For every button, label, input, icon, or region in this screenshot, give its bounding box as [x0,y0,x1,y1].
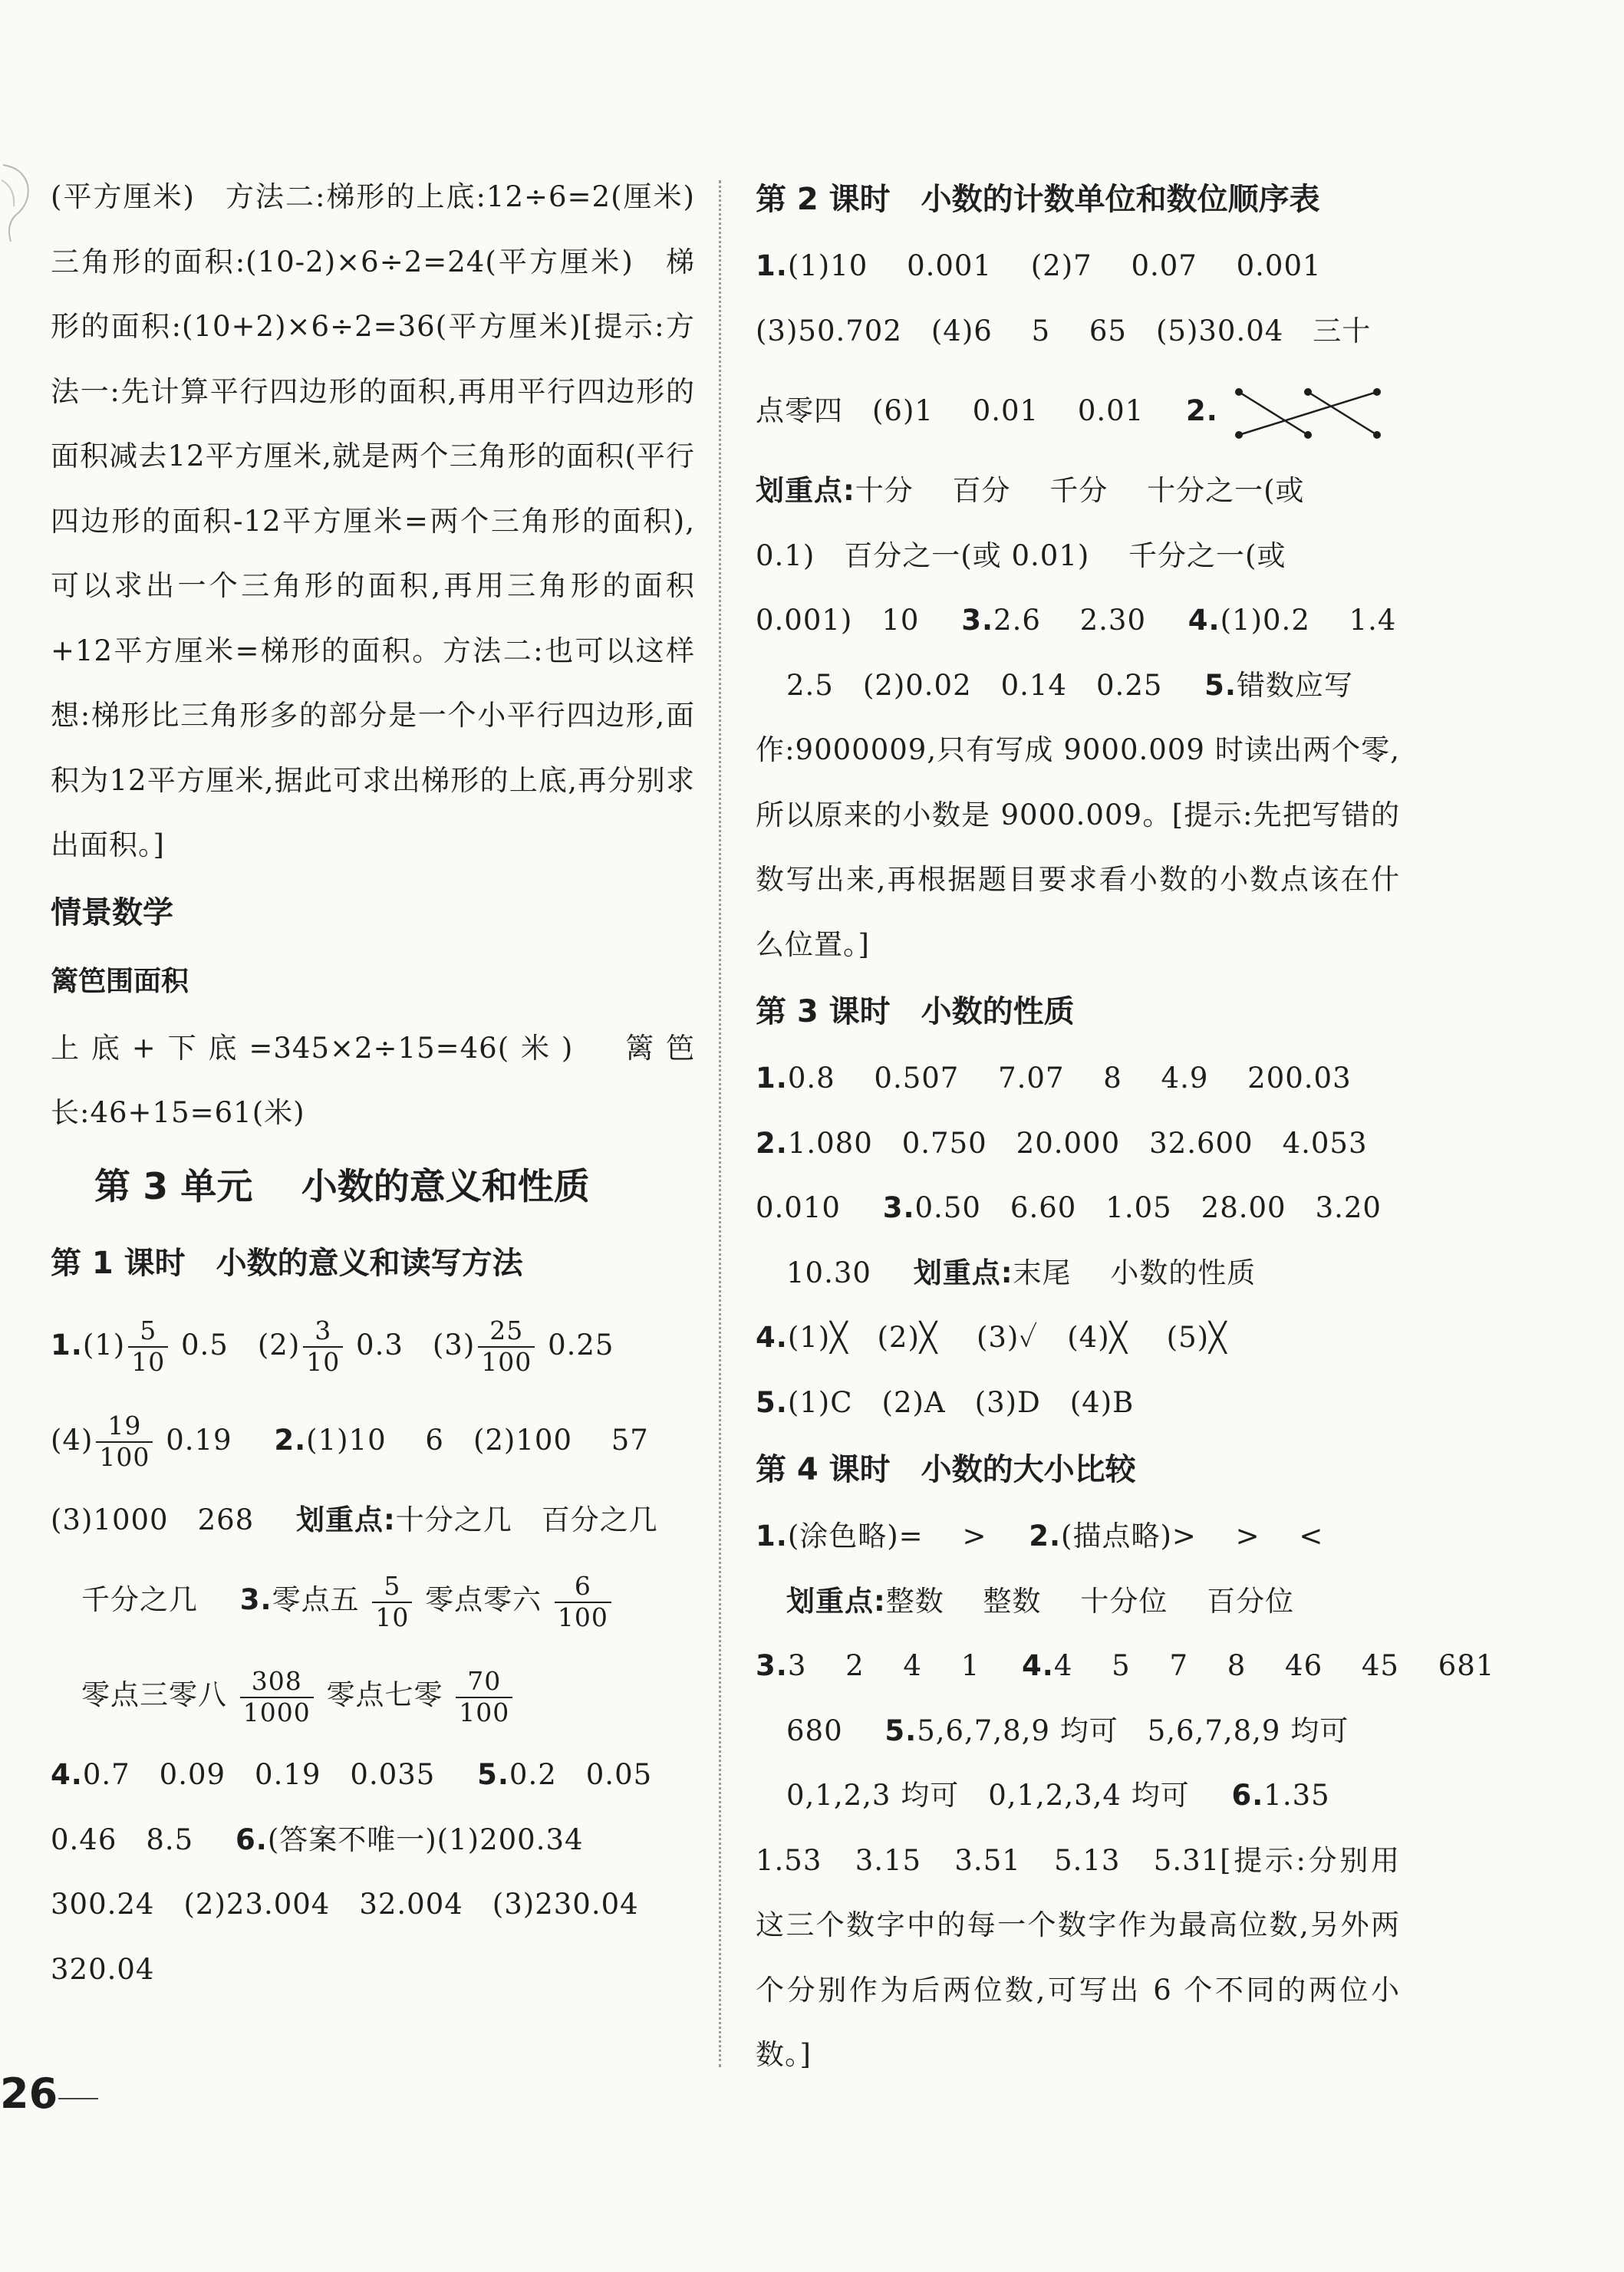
answer-line: 320.04 [51,1952,155,1986]
page-number: 26 [0,2069,58,2118]
lesson-4-heading: 第 4 课时 小数的大小比较 [756,1452,1136,1487]
subheading-fence-area: 篱笆围面积 [51,965,189,997]
answer-line: 划重点:整数 整数 十分位 百分位 [786,1584,1295,1618]
fraction: $\frac{5}{10}$ [372,1573,412,1631]
answer-paragraph: 1.53 3.15 3.51 5.13 5.31[提示:分别用这三个数字中的每一个数字作为最高位数,另外两个分别作为后两位数,可写出 6 个不同的两位小数。] [756,1843,1400,2071]
answer-line: 1.(涂色略)= > 2.(描点略)> > < [756,1520,1324,1553]
corner-decoration [0,157,37,249]
answer-line: 划重点:十分 百分 千分 十分之一(或 [756,474,1305,507]
fraction: $\frac{3}{10}$ [303,1318,343,1375]
answer-line: 1.(1)10 0.001 (2)7 0.07 0.001 [756,249,1322,282]
answer-line: 3.3 2 4 1 4.4 5 7 8 46 45 681 [756,1649,1495,1682]
fraction: $\frac{5}{10}$ [128,1318,168,1375]
unit-heading: 第 3 单元 小数的意义和性质 [94,1165,590,1208]
answer-line: 0,1,2,3 均可 0,1,2,3,4 均可 6.1.35 [786,1779,1330,1812]
key-point-label: 划重点: [786,1584,886,1618]
fraction: $\frac{308}{1000}$ [240,1668,314,1726]
answer-line: 4.(1)╳ (2)╳ (3)✓ (4)╳ (5)╳ [756,1321,1227,1354]
answer-line: 0.46 8.5 6.(答案不唯一)(1)200.34 [51,1823,584,1856]
answer-line: 0.1) 百分之一(或 0.01) 千分之一(或 [756,538,1286,572]
section-heading-scene-math: 情景数学 [51,894,173,930]
answer-line: 零点三零八 $\frac{308}{1000}$ 零点七零 $\frac{70}{100}$ [51,1648,695,1743]
page-number-dash [58,2098,98,2099]
answer-line: 1.(1) $\frac{5}{10}$ 0.5 (2) $\frac{3}{10}$ 0.3 (3) $\frac{25}{100}$ 0.25 [51,1315,614,1377]
answer-line: 千分之几 3.零点五 $\frac{5}{10}$ 零点零六 $\frac{6}{100}$ [51,1553,695,1648]
right-column [756,165,1495,2088]
left-column [51,165,724,2002]
answer-line: 2.5 (2)0.02 0.14 0.25 5.错数应写 [786,668,1353,702]
fraction: $\frac{70}{100}$ [456,1668,512,1726]
answer-line: 0.001) 10 3.2.6 2.30 4.(1)0.2 1.4 [756,604,1397,637]
fraction: $\frac{6}{100}$ [555,1573,611,1631]
answer-line: 10.30 划重点:末尾 小数的性质 [786,1256,1257,1289]
lesson-2-heading: 第 2 课时 小数的计数单位和数位顺序表 [756,182,1320,217]
key-point-label: 划重点: [295,1503,396,1536]
answer-line: 4.0.7 0.09 0.19 0.035 5.0.2 0.05 [51,1758,653,1791]
answer-line: (3)50.702 (4)6 5 65 (5)30.04 三十 [756,314,1372,347]
answer-paragraph: (平方厘米) 方法二:梯形的上底:12÷6=2(厘米) 三角形的面积:(10-2)×6÷2=24(平方厘米) 梯形的面积:(10+2)×6÷2=36(平方厘米)[提示:方法一:先计算平行四边形的面积,再用平行四边形的面积减去12平方厘米,就是两个三角形的面积(平行四边形的面积-12平方厘米=两个三角形的面积),可以求出一个三角形的面积,再用三角形的面积+12平方厘米=梯形的面积。方法二:也可以这样想:梯形比三角形多的部分是一个小平行四边形,面积为12平方厘米,据此可求出梯形的上底,再分别求出面积。] [51,180,724,861]
answer-line: (3)1000 268 划重点:十分之几 百分之几 [51,1503,658,1536]
fraction: $\frac{25}{100}$ [478,1318,535,1375]
lesson-1-heading: 第 1 课时 小数的意义和读写方法 [51,1245,523,1281]
answer-line: 0.010 3.0.50 6.60 1.05 28.00 3.20 [756,1191,1382,1224]
answer-line: 点零四 (6)1 0.01 0.01 2. [756,364,1400,459]
answer-line: 300.24 (2)23.004 32.004 (3)230.04 [51,1888,639,1921]
answer-paragraph: 作:9000009,只有写成 9000.009 时读出两个零,所以原来的小数是 9000.009。[提示:先把写错的数写出来,再根据题目要求看小数的小数点该在什么位置。] [756,733,1400,961]
lesson-3-heading: 第 3 课时 小数的性质 [756,994,1075,1029]
key-point-label: 划重点: [913,1256,1013,1289]
answer-line: 1.0.8 0.507 7.07 8 4.9 200.03 [756,1062,1352,1095]
matching-lines-diagram [1228,383,1389,444]
answer-line: 2.1.080 0.750 20.000 32.600 4.053 [756,1126,1368,1160]
scene-answer: 上底+下底=345×2÷15=46(米) 篱笆长:46+15=61(米) [51,1031,695,1129]
column-divider [719,180,721,2067]
key-point-label: 划重点: [756,474,855,507]
answer-line: 5.(1)C (2)A (3)D (4)B [756,1385,1135,1419]
answer-line: (4) $\frac{19}{100}$ 0.19 2.(1)10 6 (2)100 57 [51,1411,649,1472]
answer-line: 680 5.5,6,7,8,9 均可 5,6,7,8,9 均可 [786,1714,1349,1747]
fraction: $\frac{19}{100}$ [96,1413,153,1470]
